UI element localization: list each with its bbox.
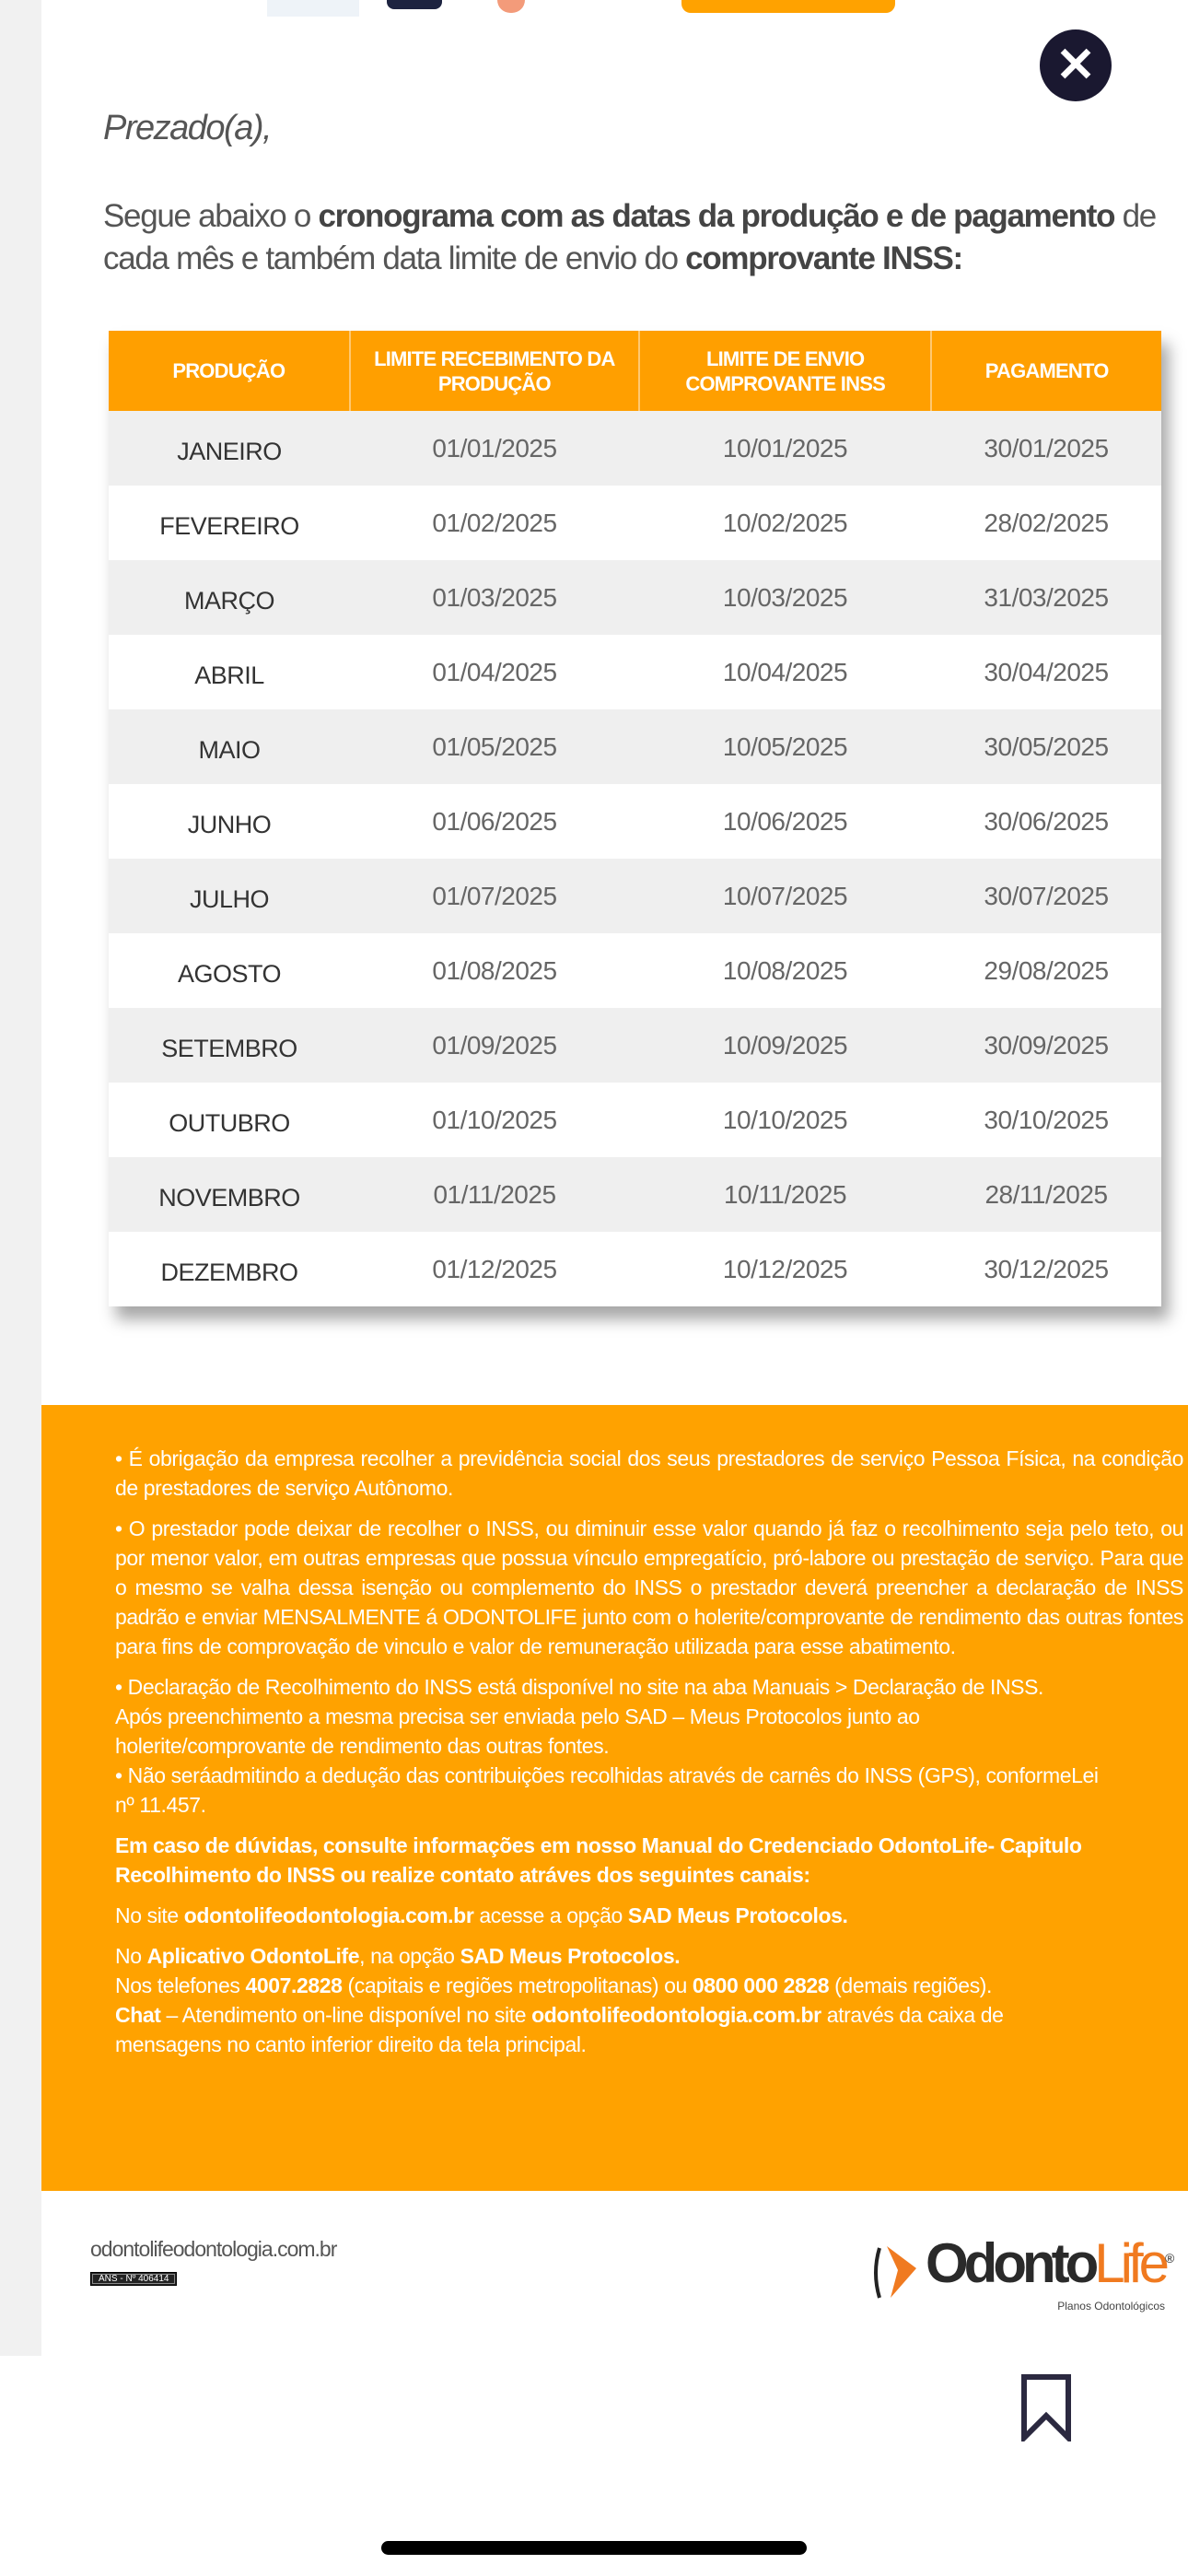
cell-limite-recebimento: 01/09/2025 bbox=[432, 1030, 557, 1060]
cell-month: FEVEREIRO bbox=[159, 512, 299, 540]
cell-limite-recebimento: 01/01/2025 bbox=[432, 433, 557, 463]
cell-limite-recebimento: 01/02/2025 bbox=[432, 508, 557, 537]
person-illustration bbox=[387, 0, 442, 9]
cell-pagamento: 30/05/2025 bbox=[984, 732, 1109, 761]
cell-limite-envio: 10/07/2025 bbox=[722, 881, 848, 910]
header-limite-envio: LIMITE DE ENVIO COMPROVANTE INSS bbox=[640, 331, 932, 411]
cell-month: AGOSTO bbox=[177, 960, 282, 988]
cell-limite-envio: 10/12/2025 bbox=[722, 1254, 848, 1283]
cell-pagamento: 30/09/2025 bbox=[984, 1030, 1109, 1060]
cell-limite-recebimento: 01/03/2025 bbox=[432, 582, 557, 612]
cell-limite-envio: 10/06/2025 bbox=[722, 806, 848, 836]
close-button[interactable] bbox=[1040, 29, 1112, 101]
channel-app: No Aplicativo OdontoLife, na opção SAD Meus Protocolos. bbox=[115, 1944, 681, 1968]
header-pagamento: PAGAMENTO bbox=[984, 359, 1109, 382]
table-row bbox=[109, 859, 1161, 933]
cell-limite-envio: 10/03/2025 bbox=[722, 582, 848, 612]
info-paragraph: • Declaração de Recolhimento do INSS está disponível no site na aba Manuais > Declaração de INSS. bbox=[115, 1675, 1044, 1699]
table-row bbox=[109, 1157, 1161, 1232]
ans-badge: ANS - Nº 406414 bbox=[90, 2272, 177, 2286]
logo-mark-icon bbox=[870, 2241, 922, 2305]
table-row bbox=[109, 486, 1161, 560]
cell-limite-recebimento: 01/12/2025 bbox=[432, 1254, 557, 1283]
table-row bbox=[109, 635, 1161, 709]
cell-limite-envio: 10/04/2025 bbox=[722, 657, 848, 686]
cell-limite-envio: 10/10/2025 bbox=[722, 1105, 848, 1134]
cell-limite-recebimento: 01/07/2025 bbox=[432, 881, 557, 910]
header-producao: PRODUÇÃO bbox=[109, 331, 351, 411]
year-banner-graphic bbox=[681, 0, 895, 13]
cell-limite-envio: 10/09/2025 bbox=[722, 1030, 848, 1060]
cell-limite-recebimento: 01/06/2025 bbox=[432, 806, 557, 836]
table-row bbox=[109, 709, 1161, 784]
table-row bbox=[109, 411, 1161, 486]
table-row bbox=[109, 1008, 1161, 1083]
info-paragraph: • É obrigação da empresa recolher a previdência social dos seus prestadores de serviço Pessoa Física, na condição de prestadores de serviço Autônomo. bbox=[115, 1446, 1183, 1500]
info-panel bbox=[41, 1405, 1188, 2191]
cell-month: JANEIRO bbox=[177, 438, 282, 465]
cell-limite-recebimento: 01/05/2025 bbox=[432, 732, 557, 761]
info-paragraph: • O prestador pode deixar de recolher o INSS, ou diminuir esse valor quando já faz o recolhimento seja pelo teto, ou por menor valor, em outras empresas que possua vínculo empregatício, pró-labore ou prestação de serviço. Para que o mesmo se valha dessa isenção ou complemento do INSS o prestador deverá preencher a declaração de INSS padrão e enviar MENSALMENTE á ODONTOLIFE junto com o holerite/comprovante de rendimento das outras fontes para fins de comprovação de vinculo e valor de remuneração utilizada para esse abatimento. bbox=[115, 1516, 1183, 1658]
cell-month: SETEMBRO bbox=[161, 1035, 297, 1062]
odontolife-logo: OdontoLife® Planos Odontológicos bbox=[870, 2237, 1165, 2320]
clock-illustration bbox=[497, 0, 525, 13]
cell-month: JUNHO bbox=[187, 811, 272, 838]
cell-pagamento: 30/04/2025 bbox=[984, 657, 1109, 686]
greeting: Prezado(a), bbox=[103, 109, 272, 147]
cell-month: DEZEMBRO bbox=[160, 1259, 298, 1286]
cell-month: NOVEMBRO bbox=[158, 1184, 300, 1212]
cell-limite-recebimento: 01/08/2025 bbox=[432, 955, 557, 985]
header-limite-recebimento: LIMITE RECEBIMENTO DA PRODUÇÃO bbox=[351, 331, 640, 411]
cell-pagamento: 30/07/2025 bbox=[984, 881, 1109, 910]
cell-limite-envio: 10/01/2025 bbox=[722, 433, 848, 463]
cell-month: MARÇO bbox=[184, 587, 274, 615]
cell-month: OUTUBRO bbox=[169, 1109, 290, 1137]
table-body bbox=[109, 411, 1161, 1306]
cell-month: JULHO bbox=[189, 885, 269, 913]
header-illustration bbox=[267, 0, 359, 17]
info-paragraph: Após preenchimento a mesma precisa ser enviada pelo SAD – Meus Protocolos junto ao holerite/comprovante de rendimento das outras fontes. bbox=[115, 1704, 920, 1758]
channel-phone: Nos telefones 4007.2828 (capitais e regiões metropolitanas) ou 0800 000 2828 (demais regiões). bbox=[115, 1973, 993, 1997]
cell-pagamento: 30/01/2025 bbox=[984, 433, 1109, 463]
intro-text: Segue abaixo o cronograma com as datas da produção e de pagamento de cada mês e também data limite de envio do comprovante INSS: bbox=[103, 198, 1156, 276]
cell-limite-recebimento: 01/11/2025 bbox=[433, 1179, 556, 1209]
cell-pagamento: 30/12/2025 bbox=[984, 1254, 1109, 1283]
home-indicator[interactable] bbox=[381, 2541, 807, 2555]
help-heading: Em caso de dúvidas, consulte informações em nosso Manual do Credenciado OdontoLife- Capitulo Recolhimento do INSS ou realize contato atráves dos seguintes canais: bbox=[115, 1833, 1082, 1887]
table-row bbox=[109, 560, 1161, 635]
table-row bbox=[109, 933, 1161, 1008]
footer-site: odontolifeodontologia.com.br bbox=[90, 2237, 337, 2261]
cell-pagamento: 29/08/2025 bbox=[984, 955, 1109, 985]
cell-limite-envio: 10/02/2025 bbox=[722, 508, 848, 537]
table-row bbox=[109, 1232, 1161, 1306]
cell-pagamento: 30/06/2025 bbox=[984, 806, 1109, 836]
cell-pagamento: 28/11/2025 bbox=[984, 1179, 1108, 1209]
bookmark-icon[interactable] bbox=[1020, 2373, 1072, 2441]
cell-pagamento: 30/10/2025 bbox=[984, 1105, 1109, 1134]
channel-site: No site odontolifeodontologia.com.br acesse a opção SAD Meus Protocolos. bbox=[115, 1903, 848, 1927]
cell-limite-recebimento: 01/04/2025 bbox=[432, 657, 557, 686]
left-gutter bbox=[0, 0, 41, 2356]
cell-month: MAIO bbox=[198, 736, 261, 764]
table-header bbox=[109, 331, 1161, 411]
cell-limite-envio: 10/08/2025 bbox=[722, 955, 848, 985]
info-paragraph: • Não seráadmitindo a dedução das contribuições recolhidas através de carnês do INSS (GPS), conformeLei nº 11.457. bbox=[115, 1763, 1099, 1817]
cell-month: ABRIL bbox=[194, 662, 264, 689]
channel-chat: Chat – Atendimento on-line disponível no site odontolifeodontologia.com.br através da caixa de mensagens no canto inferior direito da tela principal. bbox=[115, 2003, 1004, 2056]
schedule-table bbox=[109, 331, 1161, 1306]
cell-pagamento: 31/03/2025 bbox=[984, 582, 1109, 612]
cell-limite-envio: 10/05/2025 bbox=[722, 732, 848, 761]
cell-limite-envio: 10/11/2025 bbox=[723, 1179, 847, 1209]
close-icon: ✕ bbox=[1055, 39, 1096, 92]
table-row bbox=[109, 1083, 1161, 1157]
table-row bbox=[109, 784, 1161, 859]
cell-limite-recebimento: 01/10/2025 bbox=[432, 1105, 557, 1134]
cell-pagamento: 28/02/2025 bbox=[984, 508, 1109, 537]
